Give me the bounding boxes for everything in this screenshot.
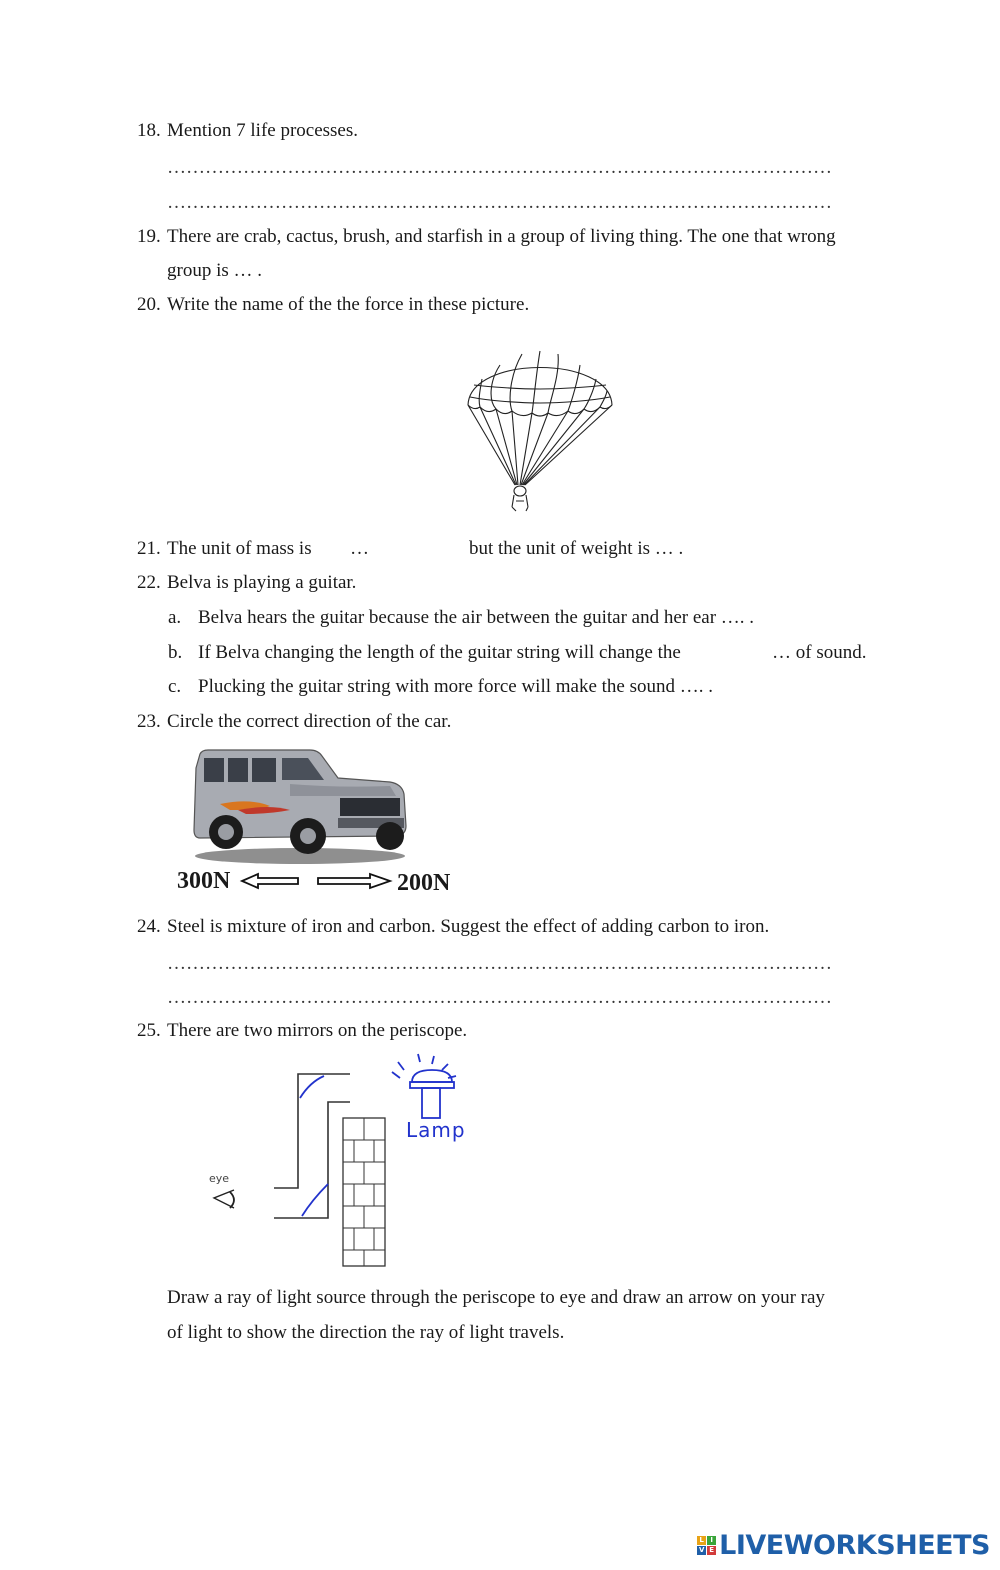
question-22c bbox=[168, 676, 713, 698]
question-21 bbox=[137, 538, 312, 560]
right-arrow bbox=[316, 872, 392, 890]
logo-text: LIVEWORKSHEETS bbox=[719, 1529, 990, 1561]
question-number: 25. bbox=[137, 1020, 161, 1041]
answer-line-24b[interactable]: …………………………………………………………………………………………… bbox=[167, 987, 832, 1008]
logo-tile: E bbox=[707, 1546, 716, 1555]
parachute-image bbox=[460, 345, 620, 515]
logo-mark-icon bbox=[697, 1536, 716, 1555]
question-number: 19. bbox=[137, 226, 161, 247]
question-22a bbox=[168, 607, 754, 629]
answer-line-24a[interactable]: …………………………………………………………………………………………… bbox=[167, 953, 832, 974]
logo-tile: I bbox=[707, 1536, 716, 1545]
left-force-label: 300N bbox=[177, 868, 231, 894]
question-number: 22. bbox=[137, 572, 161, 593]
question-25 bbox=[137, 1020, 467, 1042]
right-force-label: 200N bbox=[397, 870, 451, 896]
car-image bbox=[190, 748, 410, 866]
sub-text: Plucking the guitar string with more force will make the sound …. . bbox=[198, 676, 714, 697]
question-19 bbox=[137, 226, 836, 248]
eye-label: eye bbox=[209, 1172, 230, 1185]
periscope-diagram bbox=[200, 1050, 490, 1270]
question-text: Steel is mixture of iron and carbon. Suggest the effect of adding carbon to iron. bbox=[167, 916, 770, 937]
sub-text: Belva hears the guitar because the air between the guitar and her ear …. . bbox=[198, 607, 755, 628]
question-24 bbox=[137, 916, 769, 938]
question-number: 20. bbox=[137, 294, 161, 315]
question-number: 21. bbox=[137, 538, 161, 559]
logo-tile: V bbox=[698, 1545, 705, 1554]
question-number: 18. bbox=[137, 120, 161, 141]
question-number: 24. bbox=[137, 916, 161, 937]
liveworksheets-logo[interactable] bbox=[697, 1528, 990, 1562]
mass-unit-blank[interactable]: … bbox=[350, 538, 369, 559]
question-text: Circle the correct direction of the car. bbox=[167, 711, 452, 732]
question-text: There are crab, cactus, brush, and starfish in a group of living thing. The one that wrong bbox=[167, 226, 836, 247]
left-arrow bbox=[240, 872, 300, 890]
answer-line-18a[interactable]: …………………………………………………………………………………………… bbox=[167, 157, 832, 178]
question-22b-tail: … of sound. bbox=[772, 642, 867, 663]
question-22 bbox=[137, 572, 356, 594]
sub-text: If Belva changing the length of the guitar string will change the bbox=[198, 642, 681, 663]
logo-tile: L bbox=[697, 1536, 706, 1545]
question-25-instruction-2: of light to show the direction the ray of light travels. bbox=[167, 1322, 565, 1343]
question-number: 23. bbox=[137, 711, 161, 732]
question-text: There are two mirrors on the periscope. bbox=[167, 1020, 468, 1041]
question-21-part2: but the unit of weight is … . bbox=[469, 538, 684, 559]
question-text: The unit of mass is bbox=[167, 538, 312, 559]
question-20 bbox=[137, 294, 529, 316]
question-25-instruction-1: Draw a ray of light source through the periscope to eye and draw an arrow on your ray bbox=[167, 1287, 825, 1308]
question-19-line2: group is … . bbox=[167, 260, 262, 281]
question-18 bbox=[137, 120, 358, 142]
question-23 bbox=[137, 711, 451, 733]
question-text: Write the name of the the force in these picture. bbox=[167, 294, 530, 315]
sub-letter: b. bbox=[168, 642, 183, 663]
question-text: Mention 7 life processes. bbox=[167, 120, 359, 141]
answer-line-18b[interactable]: …………………………………………………………………………………………… bbox=[167, 192, 832, 213]
question-22b bbox=[168, 642, 681, 664]
sub-letter: a. bbox=[168, 607, 182, 628]
sub-letter: c. bbox=[168, 676, 182, 697]
question-text: Belva is playing a guitar. bbox=[167, 572, 357, 593]
lamp-label: Lamp bbox=[406, 1118, 466, 1142]
